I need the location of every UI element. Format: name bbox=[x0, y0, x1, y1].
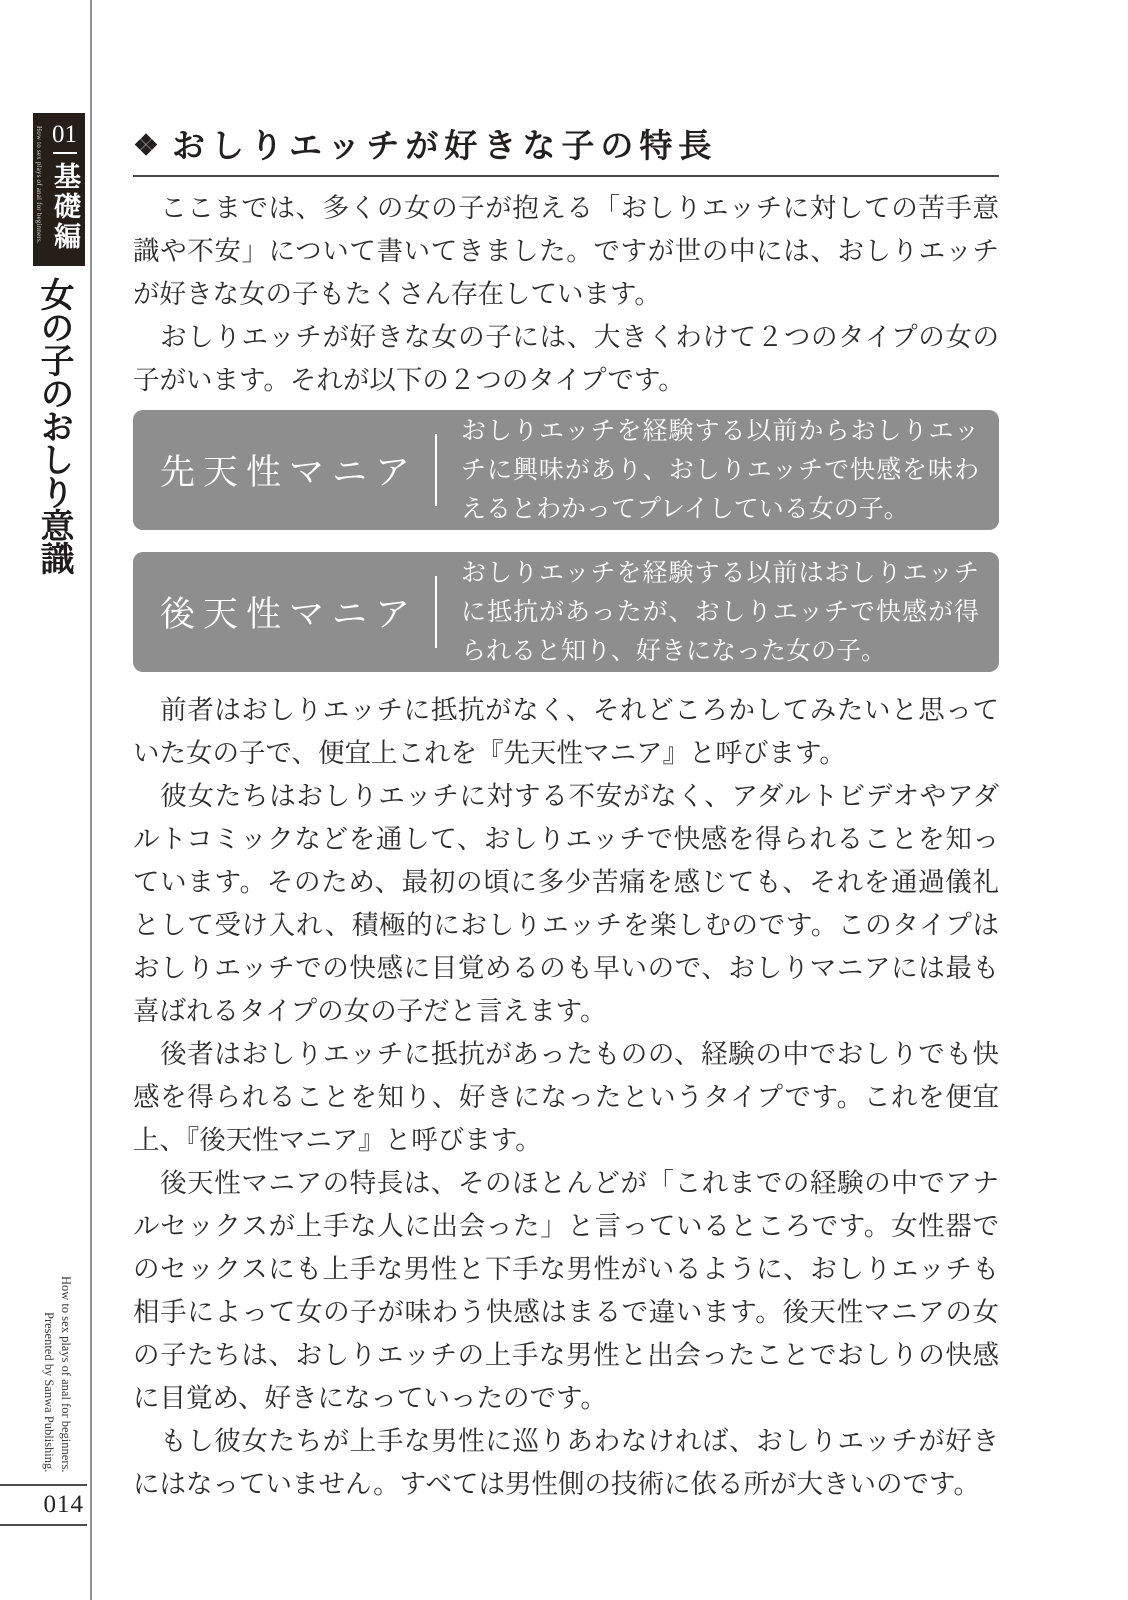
paragraph-body-5 bbox=[133, 1420, 999, 1506]
text-line: 上、『後天性マニア』と呼びます。 bbox=[133, 1125, 542, 1155]
footer-caption-line: How to sex plays of anal for beginners. bbox=[59, 1275, 73, 1472]
text-line: 前者はおしりエッチに抵抗がなく、それどころかしてみたいと思って bbox=[133, 695, 999, 725]
type-box-label: 後天性マニア bbox=[160, 595, 419, 634]
page-content bbox=[133, 127, 999, 1506]
text-line: の子たちは、おしりエッチの上手な男性と出会ったことでおしりの快感 bbox=[133, 1340, 999, 1370]
paragraph-intro-1 bbox=[133, 187, 999, 316]
type-box-description: おしりエッチを経験する以前はおしりエッチに抵抗があったが、おしりエッチで快感が得られると知り、好きになった女の子。 bbox=[461, 558, 979, 665]
text-line: が好きな女の子もたくさん存在しています。 bbox=[133, 279, 661, 309]
chapter-box bbox=[33, 113, 85, 266]
page-number-box bbox=[0, 1484, 87, 1526]
text-line: のセックスにも上手な男性と下手な男性がいるように、おしりエッチも bbox=[133, 1254, 999, 1284]
text-line: 相手によって女の子が味わう快感はまるで違います。後天性マニアの女 bbox=[133, 1297, 999, 1327]
section-heading-text: おしりエッチが好きな子の特長 bbox=[172, 127, 718, 164]
type-box-label: 先天性マニア bbox=[160, 453, 419, 492]
text-line: もし彼女たちが上手な男性に巡りあわなければ、おしりエッチが好き bbox=[133, 1426, 999, 1456]
diamond-marker-icon: ❖ bbox=[133, 130, 159, 162]
text-line: 子がいます。それが以下の２つのタイプです。 bbox=[133, 365, 685, 395]
paragraph-body-2 bbox=[133, 775, 999, 1033]
text-line: いた女の子で、便宜上これを『先天性マニア』と呼びます。 bbox=[133, 738, 846, 768]
paragraph-body-4 bbox=[133, 1162, 999, 1420]
text-line: ています。そのため、最初の頃に多少苦痛を感じても、それを通過儀礼 bbox=[133, 867, 999, 897]
text-line: として受け入れ、積極的におしりエッチを楽しむのです。このタイプは bbox=[133, 910, 999, 940]
paragraph-intro-2 bbox=[133, 316, 999, 402]
heading-underline bbox=[133, 175, 999, 177]
text-line: おしりエッチでの快感に目覚めるのも早いので、おしりマニアには最も bbox=[133, 953, 999, 983]
paragraph-body-1 bbox=[133, 689, 999, 775]
text-line: に目覚め、好きになっていったのです。 bbox=[133, 1383, 607, 1413]
text-line: 識や不安」について書いてきました。ですが世の中には、おしりエッチ bbox=[133, 236, 999, 266]
chapter-number-underline bbox=[53, 152, 77, 154]
text-line: 後天性マニアの特長は、そのほとんどが「これまでの経験の中でアナ bbox=[133, 1168, 999, 1198]
type-box-acquired-mania bbox=[133, 552, 999, 672]
chapter-box-main bbox=[45, 122, 84, 252]
chapter-title: 基礎編 bbox=[50, 162, 80, 253]
footer-caption-vertical bbox=[40, 1212, 74, 1472]
footer-caption-line: Presented by Sanwa Publishing. bbox=[42, 1311, 56, 1472]
chapter-caption: How to sex plays of anal for beginners. bbox=[35, 126, 43, 244]
text-line: 彼女たちはおしりエッチに対する不安がなく、アダルトビデオやアダ bbox=[133, 781, 999, 811]
text-line: ルトコミックなどを通して、おしりエッチで快感を得られることを知っ bbox=[133, 824, 999, 854]
sidebar-divider-line bbox=[90, 0, 92, 1600]
text-line: 喜ばれるタイプの女の子だと言えます。 bbox=[133, 996, 607, 1026]
type-box-innate-mania bbox=[133, 410, 999, 530]
page-number: 014 bbox=[43, 1491, 84, 1518]
chapter-number: 01 bbox=[52, 121, 77, 148]
section-heading bbox=[133, 127, 999, 165]
section-title-vertical: 女の子のおしり意識 bbox=[35, 277, 73, 574]
text-line: ルセックスが上手な人に出会った」と言っているところです。女性器で bbox=[133, 1211, 999, 1241]
text-line: ここまでは、多くの女の子が抱える「おしりエッチに対しての苦手意 bbox=[133, 193, 999, 223]
text-line: にはなっていません。すべては男性側の技術に依る所が大きいのです。 bbox=[133, 1469, 980, 1499]
text-line: 感を得られることを知り、好きになったというタイプです。これを便宜 bbox=[133, 1082, 999, 1112]
text-line: おしりエッチが好きな女の子には、大きくわけて２つのタイプの女の bbox=[133, 322, 999, 352]
paragraph-body-3 bbox=[133, 1033, 999, 1162]
text-line: 後者はおしりエッチに抵抗があったものの、経験の中でおしりでも快 bbox=[133, 1039, 999, 1069]
type-box-description: おしりエッチを経験する以前からおしりエッチに興味があり、おしりエッチで快感を味わえるとわかってプレイしている女の子。 bbox=[461, 416, 979, 523]
